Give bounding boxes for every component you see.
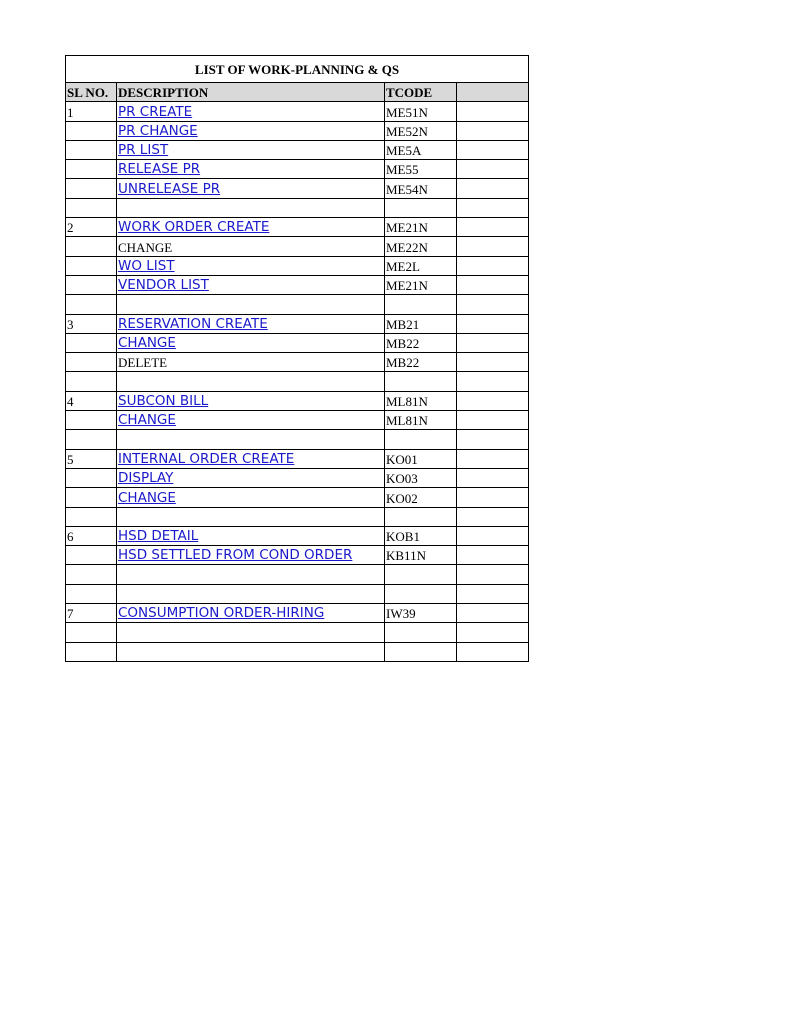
tcode-cell: KOB1 xyxy=(385,526,457,545)
description-cell xyxy=(117,526,385,545)
empty-cell xyxy=(457,430,529,449)
tcode-cell: ME54N xyxy=(385,179,457,198)
table-row xyxy=(66,237,529,256)
empty-cell xyxy=(457,353,529,372)
empty-cell xyxy=(457,372,529,391)
sl-no-cell xyxy=(66,179,117,198)
description-cell xyxy=(117,623,385,642)
description-cell xyxy=(117,353,385,372)
empty-cell xyxy=(457,604,529,623)
title-row xyxy=(66,56,529,83)
description-cell xyxy=(117,584,385,603)
table-row xyxy=(66,565,529,584)
empty-cell xyxy=(457,237,529,256)
tcode-cell: IW39 xyxy=(385,604,457,623)
header-row xyxy=(66,83,529,102)
tcode-cell xyxy=(385,565,457,584)
tcode-cell: KO02 xyxy=(385,488,457,507)
description-cell xyxy=(117,642,385,661)
sl-no-cell xyxy=(66,642,117,661)
transaction-link[interactable]: CHANGE xyxy=(118,489,176,506)
description-cell xyxy=(117,275,385,294)
tcode-cell: KO01 xyxy=(385,449,457,468)
sl-no-cell xyxy=(66,160,117,179)
empty-cell xyxy=(457,333,529,352)
sl-no-cell: 3 xyxy=(66,314,117,333)
tcode-cell: KB11N xyxy=(385,546,457,565)
table-row xyxy=(66,488,529,507)
description-cell xyxy=(117,411,385,430)
table-row xyxy=(66,507,529,526)
empty-cell xyxy=(457,565,529,584)
transaction-link[interactable]: RELEASE PR xyxy=(118,161,201,178)
page-title: LIST OF WORK-PLANNING & QS xyxy=(66,56,529,83)
empty-cell xyxy=(457,546,529,565)
sl-no-cell xyxy=(66,121,117,140)
tcode-cell xyxy=(385,295,457,314)
empty-cell xyxy=(457,314,529,333)
description-cell xyxy=(117,140,385,159)
table-row xyxy=(66,391,529,410)
empty-cell xyxy=(457,449,529,468)
tcode-cell: ME22N xyxy=(385,237,457,256)
description-cell xyxy=(117,121,385,140)
sl-no-cell xyxy=(66,565,117,584)
transaction-link[interactable]: WO LIST xyxy=(118,257,175,274)
table-row xyxy=(66,140,529,159)
tcode-cell: MB22 xyxy=(385,353,457,372)
tcode-cell: ME2L xyxy=(385,256,457,275)
empty-cell xyxy=(457,256,529,275)
table-row xyxy=(66,218,529,237)
tcode-cell: ME5A xyxy=(385,140,457,159)
col-header-sl-no: SL NO. xyxy=(66,83,117,102)
tcode-cell: ML81N xyxy=(385,391,457,410)
description-cell xyxy=(117,565,385,584)
transaction-link[interactable]: CONSUMPTION ORDER-HIRING xyxy=(118,605,325,622)
table-row xyxy=(66,295,529,314)
description-cell xyxy=(117,449,385,468)
table-row xyxy=(66,275,529,294)
table-row xyxy=(66,198,529,217)
table-row xyxy=(66,314,529,333)
transaction-link[interactable]: CHANGE xyxy=(118,412,176,429)
tcode-cell: ME51N xyxy=(385,102,457,121)
tcode-cell: ME52N xyxy=(385,121,457,140)
description-text: DELETE xyxy=(118,355,168,371)
tcode-cell xyxy=(385,584,457,603)
table-row xyxy=(66,160,529,179)
empty-cell xyxy=(457,160,529,179)
tcode-cell xyxy=(385,372,457,391)
transaction-link[interactable]: DISPLAY xyxy=(118,470,174,487)
sl-no-cell xyxy=(66,275,117,294)
sl-no-cell xyxy=(66,623,117,642)
tcode-cell: MB22 xyxy=(385,333,457,352)
table-row xyxy=(66,372,529,391)
table-row xyxy=(66,642,529,661)
table-row xyxy=(66,179,529,198)
empty-cell xyxy=(457,642,529,661)
empty-cell xyxy=(457,468,529,487)
table-row xyxy=(66,468,529,487)
col-header-extra xyxy=(457,83,529,102)
transaction-link[interactable]: UNRELEASE PR xyxy=(118,180,221,197)
table-row xyxy=(66,584,529,603)
table-row xyxy=(66,333,529,352)
description-cell xyxy=(117,333,385,352)
work-planning-table xyxy=(65,55,529,662)
tcode-cell: ME21N xyxy=(385,218,457,237)
transaction-link[interactable]: HSD SETTLED FROM COND ORDER xyxy=(118,547,353,564)
empty-cell xyxy=(457,121,529,140)
empty-cell xyxy=(457,391,529,410)
transaction-link[interactable]: INTERNAL ORDER CREATE xyxy=(118,450,295,467)
description-cell xyxy=(117,198,385,217)
col-header-tcode: TCODE xyxy=(385,83,457,102)
tcode-cell: ME21N xyxy=(385,275,457,294)
description-cell xyxy=(117,546,385,565)
table-row xyxy=(66,546,529,565)
empty-cell xyxy=(457,623,529,642)
empty-cell xyxy=(457,584,529,603)
transaction-link[interactable]: SUBCON BILL xyxy=(118,393,209,410)
sl-no-cell: 7 xyxy=(66,604,117,623)
table-row xyxy=(66,526,529,545)
sl-no-cell: 4 xyxy=(66,391,117,410)
description-cell xyxy=(117,372,385,391)
sl-no-cell: 2 xyxy=(66,218,117,237)
description-cell xyxy=(117,604,385,623)
empty-cell xyxy=(457,488,529,507)
table-row xyxy=(66,256,529,275)
empty-cell xyxy=(457,526,529,545)
tcode-cell: ME55 xyxy=(385,160,457,179)
empty-cell xyxy=(457,295,529,314)
transaction-link[interactable]: WORK ORDER CREATE xyxy=(118,219,270,236)
tcode-cell: ML81N xyxy=(385,411,457,430)
description-cell xyxy=(117,314,385,333)
col-header-description: DESCRIPTION xyxy=(117,83,385,102)
sl-no-cell xyxy=(66,488,117,507)
table-row xyxy=(66,353,529,372)
sl-no-cell: 1 xyxy=(66,102,117,121)
table-row xyxy=(66,449,529,468)
sl-no-cell xyxy=(66,353,117,372)
description-cell xyxy=(117,507,385,526)
sl-no-cell xyxy=(66,372,117,391)
description-cell xyxy=(117,468,385,487)
transaction-link[interactable]: HSD DETAIL xyxy=(118,528,199,545)
tcode-cell xyxy=(385,507,457,526)
sl-no-cell xyxy=(66,198,117,217)
transaction-link[interactable]: CHANGE xyxy=(118,335,176,352)
description-cell xyxy=(117,295,385,314)
sl-no-cell xyxy=(66,468,117,487)
tcode-cell xyxy=(385,642,457,661)
table-row xyxy=(66,121,529,140)
sl-no-cell: 6 xyxy=(66,526,117,545)
tcode-cell: MB21 xyxy=(385,314,457,333)
table-row xyxy=(66,430,529,449)
description-cell xyxy=(117,488,385,507)
sl-no-cell: 5 xyxy=(66,449,117,468)
description-cell xyxy=(117,430,385,449)
transaction-link[interactable]: RESERVATION CREATE xyxy=(118,315,268,332)
sl-no-cell xyxy=(66,256,117,275)
table-row xyxy=(66,411,529,430)
sl-no-cell xyxy=(66,333,117,352)
empty-cell xyxy=(457,507,529,526)
description-cell xyxy=(117,102,385,121)
empty-cell xyxy=(457,411,529,430)
description-cell xyxy=(117,237,385,256)
empty-cell xyxy=(457,275,529,294)
tcode-cell xyxy=(385,623,457,642)
table-row xyxy=(66,102,529,121)
empty-cell xyxy=(457,218,529,237)
empty-cell xyxy=(457,140,529,159)
sl-no-cell xyxy=(66,430,117,449)
description-cell xyxy=(117,391,385,410)
empty-cell xyxy=(457,198,529,217)
sl-no-cell xyxy=(66,411,117,430)
sl-no-cell xyxy=(66,584,117,603)
empty-cell xyxy=(457,102,529,121)
sl-no-cell xyxy=(66,507,117,526)
sl-no-cell xyxy=(66,140,117,159)
transaction-link[interactable]: PR CHANGE xyxy=(118,122,198,139)
description-text: CHANGE xyxy=(118,239,173,255)
description-cell xyxy=(117,179,385,198)
sl-no-cell xyxy=(66,295,117,314)
transaction-link[interactable]: VENDOR LIST xyxy=(118,277,209,294)
empty-cell xyxy=(457,179,529,198)
description-cell xyxy=(117,160,385,179)
sl-no-cell xyxy=(66,237,117,256)
sl-no-cell xyxy=(66,546,117,565)
tcode-cell xyxy=(385,198,457,217)
tcode-cell: KO03 xyxy=(385,468,457,487)
transaction-link[interactable]: PR LIST xyxy=(118,142,169,159)
description-cell xyxy=(117,218,385,237)
tcode-cell xyxy=(385,430,457,449)
table-row xyxy=(66,604,529,623)
table-row xyxy=(66,623,529,642)
transaction-link[interactable]: PR CREATE xyxy=(118,103,193,120)
description-cell xyxy=(117,256,385,275)
